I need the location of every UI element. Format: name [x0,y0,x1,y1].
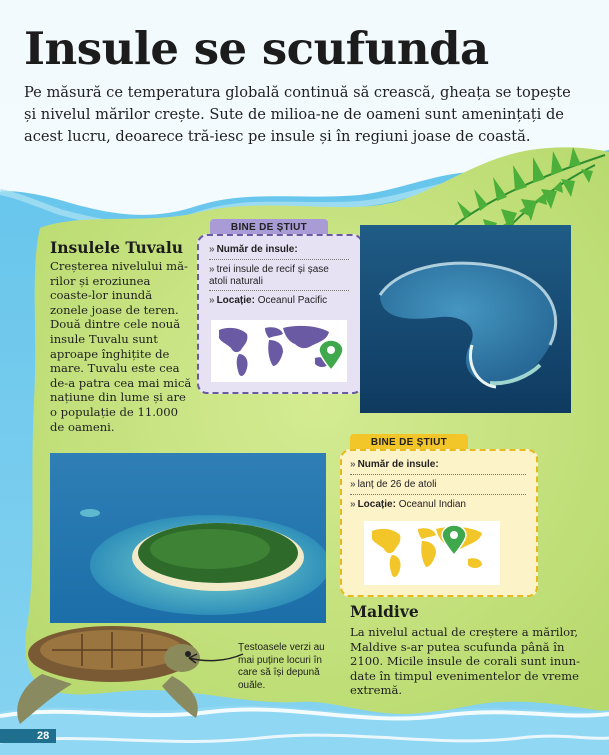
maldive-text: La nivelul actual de creștere a mărilor, Maldive s-ar putea scufunda până în 2100. Micile insule de corali sunt inun-date în timpul evenimentelor de vreme extremă. [350,625,581,698]
divider [209,259,349,260]
caption-arrow-icon [185,648,245,668]
maldive-count-label: Număr de insule: [357,459,439,470]
turtle-caption: Țestoasele verzi au mai puține locuri în care să își depună ouăle. [238,642,325,691]
tuvalu-count-label: Număr de insule: [216,244,298,255]
maldive-count-value: lanț de 26 de atoli [357,479,437,490]
maldive-count-row2: » lanț de 26 de atoli [350,479,437,490]
maldive-location-row: » Locație: Oceanul Indian [350,499,466,510]
tuvalu-count-row2: » trei insule de recif și șase atoli naturali [209,264,329,287]
tuvalu-atoll-image [360,225,571,413]
maldive-location-value: Oceanul Indian [398,499,466,510]
divider [350,474,526,475]
tuvalu-count-row: » Număr de insule: [209,244,298,255]
world-map-pacific [211,320,347,382]
page-number: 28 [37,730,50,742]
maldive-factbox [340,449,538,597]
maldive-count-row: » Număr de insule: [350,459,439,470]
tuvalu-count-value: trei insule de recif și șase atoli naturali [209,264,329,287]
tuvalu-heading: Insulele Tuvalu [50,238,183,257]
tuvalu-location-value: Oceanul Pacific [257,295,328,306]
tuvalu-factbox [197,234,363,394]
maldive-photo [50,453,326,623]
world-map-indian-ocean [364,521,500,585]
divider [350,494,526,495]
tuvalu-location-row: » Locație: Oceanul Pacific [209,295,328,306]
tuvalu-photo [360,225,571,413]
maldive-heading: Maldive [350,602,419,621]
green-turtle-image [12,606,212,731]
tuvalu-location-label: Locație: [216,295,255,306]
page-title: Insule se scufunda [24,22,489,75]
tuvalu-factbox-tag: BINE DE ȘTIUT [210,219,328,235]
divider [209,290,349,291]
maldive-factbox-tag: BINE DE ȘTIUT [350,434,468,450]
intro-paragraph: Pe măsură ce temperatura globală continuă să crească, gheața se topește și nivelul mărilor crește. Sute de milioa-ne de oameni sunt amenințați de acest lucru, deoarece tră-iesc pe insule și în regiuni joase de coastă. [24,84,571,145]
tuvalu-text: Creșterea nivelului mă-rilor și eroziunea coaste-lor inundă zonele joase de teren. Două dintre cele nouă insule Tuvalu sunt aproape înghițite de mare. Tuvalu este cea de-a patra cea mai mică națiune din lume și are o populație de 11.000 de oameni. [50,259,192,434]
maldive-location-label: Locație: [357,499,396,510]
maldive-island-image [50,453,326,623]
